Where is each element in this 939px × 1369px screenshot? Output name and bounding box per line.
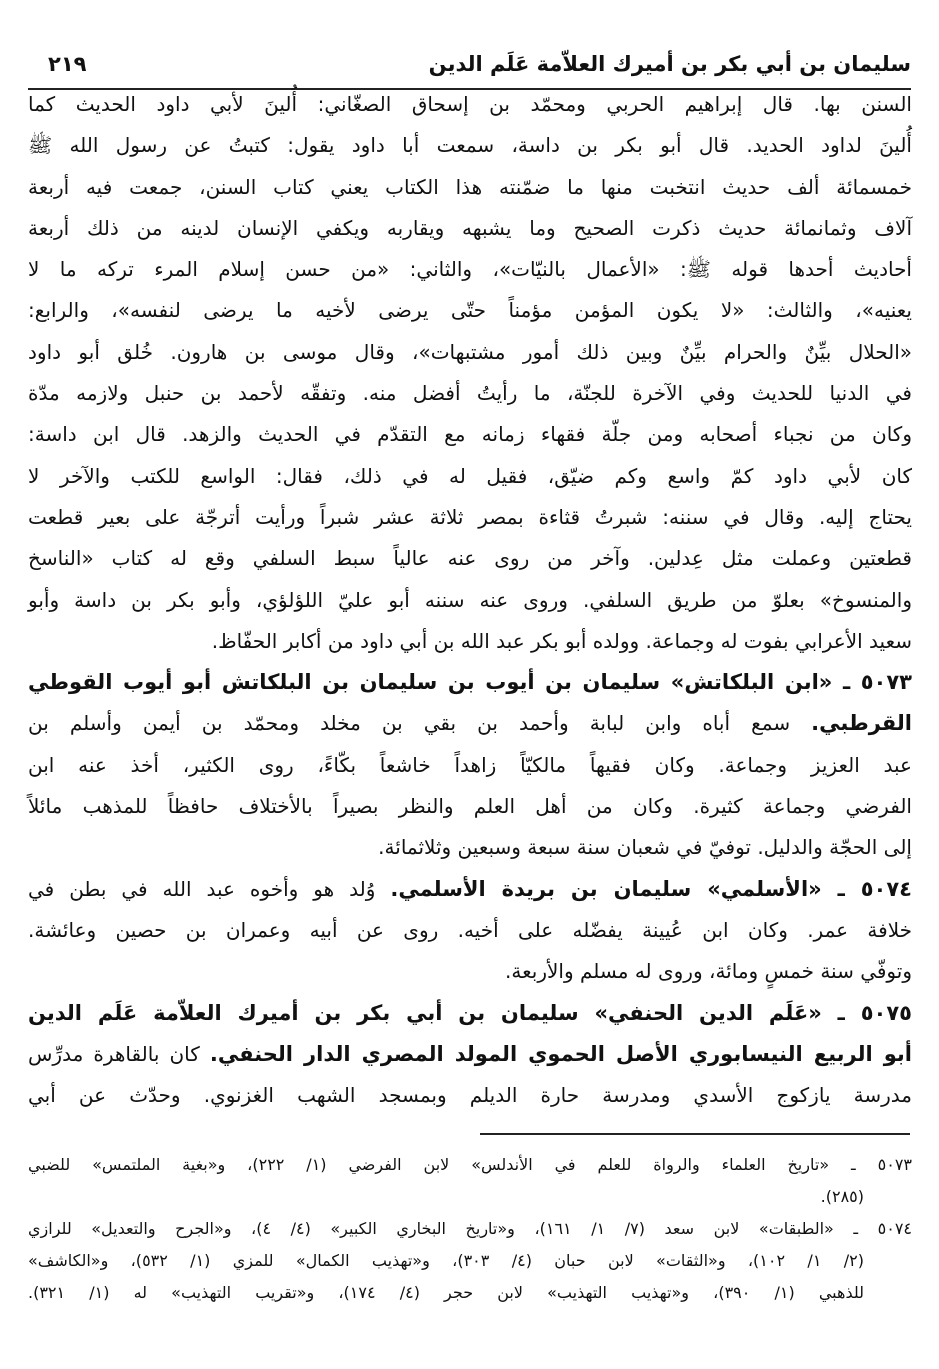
line-text: الفرضي وجماعة كثيرة. وكان من أهل العلم والنظر بصيراً بالأختلاف حافظاً للمذهب مائلاً (28, 794, 912, 819)
running-header (40, 52, 911, 86)
line-text: سمع أباه وابن لبابة وأحمد بن بقي بن مخلد ومحمّد بن أيمن وأسلم بن (28, 711, 812, 736)
text-line (28, 290, 912, 331)
line-text: كان بالقاهرة مدرِّس (28, 1041, 210, 1066)
footnote-line: (٢/ ١/ ١٠٢)، و«الثقات» لابن حبان (٤/ ٣٠٣)، و«تهذيب الكمال» للمزي (١/ ٥٣٢)، و«الكاشف» (28, 1251, 864, 1270)
line-text: آلاف وثمانمائة حديث ذكرت الصحيح وما يشبهه ويقاربه ويكفي الإنسان لدينه من ذلك أربعة (28, 215, 912, 240)
text-line (28, 580, 912, 621)
line-text: إلى الحجّة والدليل. توفيّ في شعبان سنة سبعة وسبعين وثلاثمائة. (378, 835, 912, 860)
footnote-line: ٥٠٧٤ ـ «الطبقات» لابن سعد (٧/ ١/ ١٦١)، و«تاريخ البخاري الكبير» (٤/ ٤)، و«الجرح والتعديل» للرازي (28, 1219, 912, 1238)
entry-heading: ٥٠٧٥ ـ «عَلَم الدين الحنفي» سليمان بن أبي بكر بن أميرك العلاّمة عَلَم الدين (28, 1000, 912, 1025)
line-text: عبد العزيز وجماعة. وكان فقيهاً مالكيّاً زاهداً خاشعاً بكّاءً، روى الكثير، أخذ عنه ابن (28, 752, 912, 777)
line-text: وكان من نجباء أصحابه ومن جلّة فقهاء زمانه مع التقدّم في الحديث والزهد. قال ابن داسة: (28, 422, 912, 447)
text-line (28, 827, 912, 868)
text-line (28, 662, 912, 703)
entry-heading: أبو الربيع النيسابوري الأصل الحموي المولد المصري الدار الحنفي. (209, 1041, 912, 1066)
text-line (28, 456, 912, 497)
text-line (28, 951, 912, 992)
line-text: وُلد هو وأخوه عبد الله في بطن في (28, 876, 391, 901)
entry-heading: ٥٠٧٤ ـ «الأسلمي» سليمان بن بريدة الأسلمي. (390, 876, 913, 901)
text-line (28, 497, 912, 538)
text-line (28, 249, 912, 290)
line-text: كان لأبي داود كمّ واسع وكم ضيّق، فقيل له في ذلك، فقال: الواسع للكتب والآخر لا (28, 463, 912, 488)
running-title: سليمان بن أبي بكر بن أميرك العلاّمة عَلَم الدين (428, 52, 911, 76)
footnotes (28, 1149, 912, 1309)
footnote-rule (480, 1133, 910, 1135)
footnote-line: للذهبي (١/ ٣٩٠)، و«تهذيب التهذيب» لابن حجر (٤/ ١٧٤)، و«تقريب التهذيب» له (١/ ٣٢١). (28, 1283, 865, 1302)
footnote-line: ٥٠٧٣ ـ «تاريخ العلماء والرواة للعلم في الأندلس» لابن الفرضي (١/ ٢٢٢)، و«بغية الملتمس» للضبي (28, 1155, 912, 1174)
text-line (28, 869, 912, 910)
text-line (28, 373, 912, 414)
entry-heading: ٥٠٧٣ ـ «ابن البلكاتش» سليمان بن أيوب بن سليمان بن البلكاتش أبو أيوب القوطي (28, 670, 912, 695)
text-line (28, 621, 912, 662)
text-line (28, 208, 912, 249)
text-line (28, 1034, 912, 1075)
text-line (28, 786, 912, 827)
line-text: والمنسوخ» بعلوّ من طريق السلفي. وروى عنه سننه أبو عليّ اللؤلؤي، وأبو بكر بن داسة وأبو (28, 587, 912, 612)
text-line (28, 332, 912, 373)
text-line (28, 745, 912, 786)
line-text: خلافة عمر. وكان ابن عُيينة يفضّله على أخيه. روى عن أبيه وعمران بن حصين وعائشة. (28, 917, 912, 942)
entry-heading: القرطبي. (811, 711, 912, 736)
footnote-line: (٢٨٥). (820, 1187, 864, 1206)
line-text: السنن بها. قال إبراهيم الحربي ومحمّد بن إسحاق الصغّاني: أُلينَ لأبي داود الحديث كما (28, 92, 912, 116)
text-line (28, 167, 912, 208)
text-line (28, 538, 912, 579)
text-line (28, 1075, 912, 1116)
line-text: أُلينَ لداود الحديد. قال أبو بكر بن داسة، سمعت أبا داود يقول: كتبتُ عن رسول الله ﷺ (28, 133, 912, 158)
line-text: وتوفّي سنة خمسٍ ومائة، وروى له مسلم والأربعة. (505, 959, 912, 984)
text-line (28, 125, 912, 166)
line-text: «الحلال بيِّنٌ والحرام بيِّنٌ وبين ذلك أمور مشتبهات»، وقال موسى بن هارون. خُلق أبو داود (28, 339, 912, 364)
main-text (28, 84, 912, 1116)
line-text: سعيد الأعرابي بفوت له وجماعة. وولده أبو بكر عبد الله بن أبي داود من أكابر الحفّاظ. (211, 628, 912, 653)
line-text: في الدنيا للحديث وفي الآخرة للجنّة، ما رأيتُ أفضل منه. وتفقّه لأحمد بن حنبل ولازمه مدّة (28, 381, 912, 406)
line-text: خمسمائة ألف حديث انتخبت منها ما ضمّنته هذا الكتاب يعني كتاب السنن، جمعت فيه أربعة (28, 174, 912, 199)
text-line (28, 910, 912, 951)
line-text: مدرسة يازكوج الأسدي ومدرسة حارة الديلم وبمسجد الشهب الغزنوي. وحدّث عن أبي (28, 1083, 912, 1108)
page-number: ٢١٩ (48, 52, 87, 76)
text-line (28, 703, 912, 744)
text-line (28, 993, 912, 1034)
line-text: قطعتين وعملت مثل عِدلين. وآخر من روى عنه عالياً سبط السلفي وقع له كتاب «الناسخ (28, 546, 912, 571)
text-line (28, 414, 912, 455)
line-text: يعنيه»، والثالث: «لا يكون المؤمن مؤمناً حتّى يرضى لأخيه ما يرضى لنفسه»، والرابع: (28, 298, 912, 323)
line-text: أحاديث أحدها قوله ﷺ: «الأعمال بالنيّات»، والثاني: «من حسن إسلام المرء تركه ما لا (28, 257, 912, 282)
text-line (28, 84, 912, 125)
line-text: يحتاج إليه. وقال في سننه: شبرتُ قثاءة بمصر ثلاثة عشر شبراً ورأيت أترجّة على بعير قطعت (28, 504, 912, 529)
